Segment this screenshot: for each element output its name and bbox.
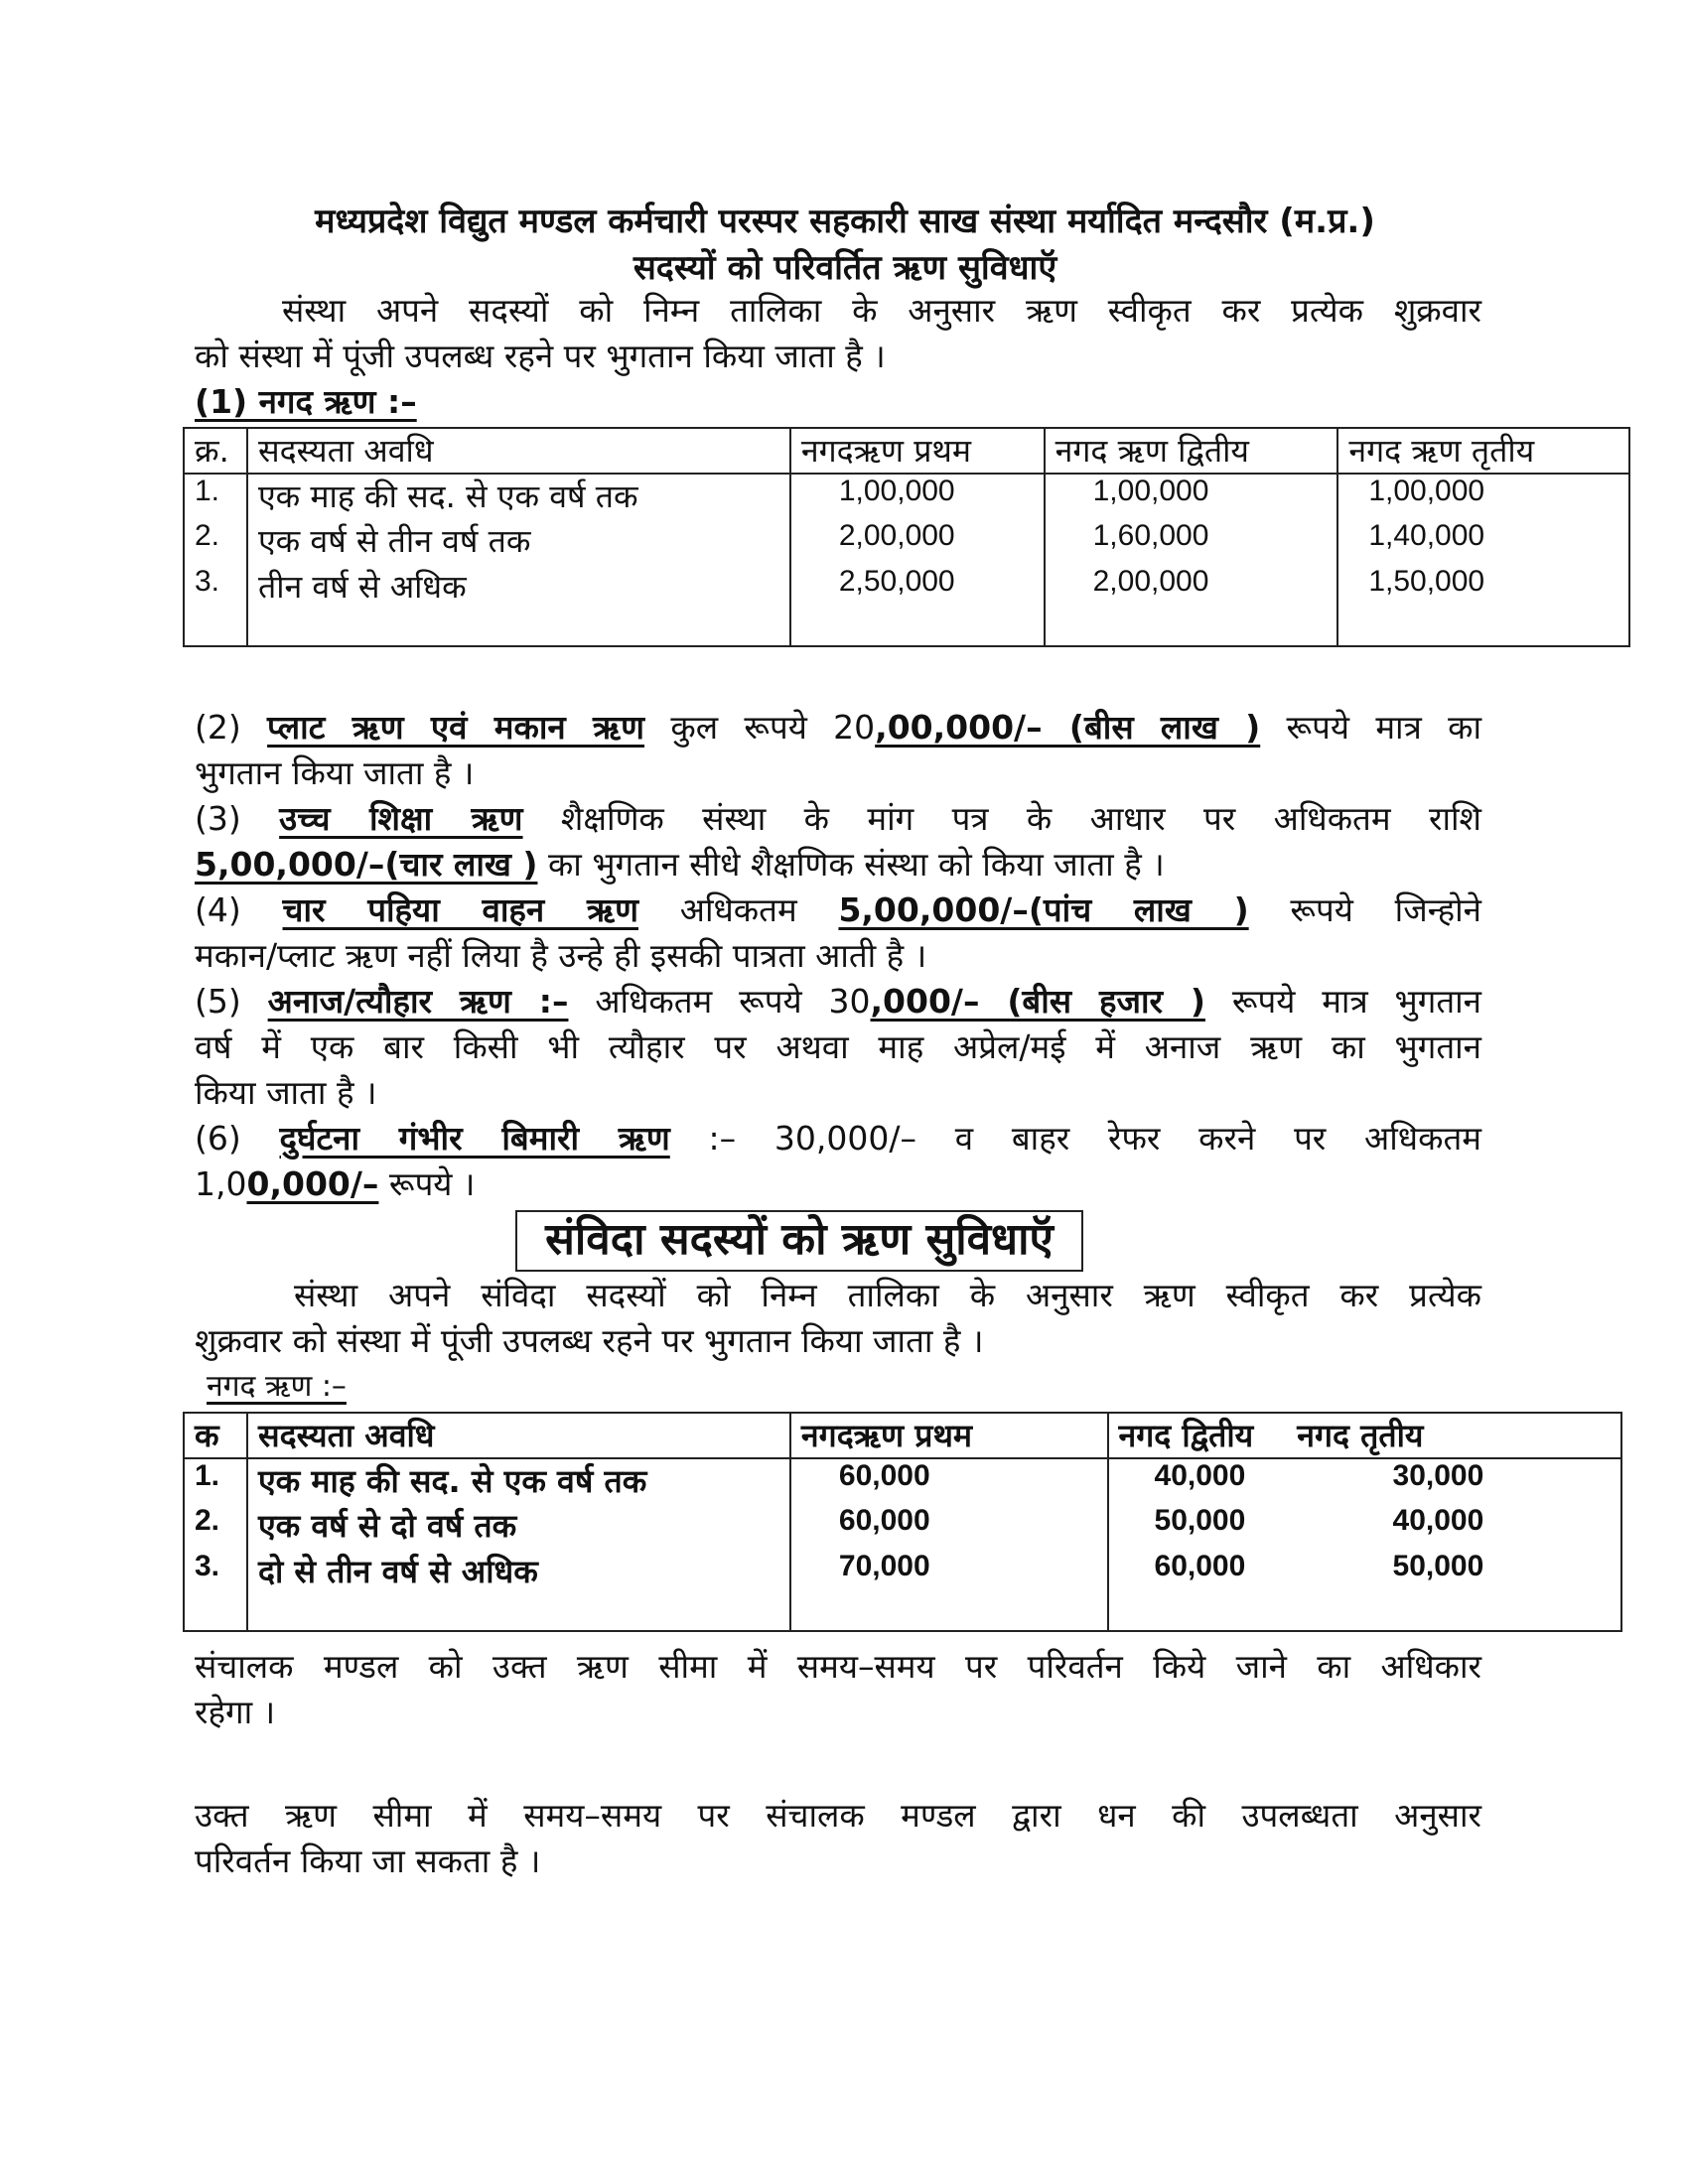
festival-loan-text-end: रूपये मात्र भुगतान xyxy=(1231,982,1481,1021)
intro-line-2: को संस्था में पूंजी उपलब्ध रहने पर भुगतान किया जाता है । xyxy=(195,337,886,375)
vehicle-loan-text: अधिकतम xyxy=(679,890,797,929)
table-row xyxy=(184,519,1629,565)
column-header-second-loan: नगद ऋण द्वितीय xyxy=(1045,428,1338,474)
plot-loan-amount: ,00,000/– (बीस लाख ) xyxy=(875,708,1261,747)
festival-loan-line xyxy=(195,979,1481,1024)
contract-intro-line-2: शुक्रवार को संस्था में पूंजी उपलब्ध रहने पर भुगतान किया जाता है । xyxy=(195,1321,984,1360)
column-header-second-loan: नगद द्वितीय xyxy=(1118,1417,1254,1454)
cash-loan-table xyxy=(183,427,1630,647)
page-subtitle: सदस्यों को परिवर्तित ऋण सुविधाऍ xyxy=(633,248,1057,288)
table-header-row xyxy=(184,428,1629,474)
cell-period: तीन वर्ष से अधिक xyxy=(247,565,790,646)
festival-loan-amount: ,000/– (बीस हजार ) xyxy=(870,982,1205,1021)
cash-loan-heading: (1) नगद ऋण :– xyxy=(195,382,417,421)
table-row xyxy=(184,1458,1621,1504)
festival-loan-continuation-1: वर्ष में एक बार किसी भी त्यौहार पर अथवा माह अप्रेल/मई में अनाज ऋण का भुगतान xyxy=(195,1027,1481,1066)
section-1-heading xyxy=(195,379,1481,425)
cell-first: 60,000 xyxy=(790,1458,1108,1504)
plot-loan-number: (2) xyxy=(195,708,241,747)
cell-first: 1,00,000 xyxy=(790,474,1045,519)
board-note-line-1: संचालक मण्डल को उक्त ऋण सीमा में समय–समय पर परिवर्तन किये जाने का अधिकार xyxy=(195,1647,1481,1686)
cell-period: एक माह की सद. से एक वर्ष तक xyxy=(247,474,790,519)
contract-intro-line-1: संस्था अपने संविदा सदस्यों को निम्न तालिका के अनुसार ऋण स्वीकृत कर प्रत्येक xyxy=(294,1276,1481,1314)
education-loan-number: (3) xyxy=(195,799,241,838)
cell-period: एक वर्ष से तीन वर्ष तक xyxy=(247,519,790,565)
cell-period: एक वर्ष से दो वर्ष तक xyxy=(247,1504,790,1550)
cell-third: 50,000 xyxy=(1392,1550,1484,1582)
change-note-line-1: उक्त ऋण सीमा में समय–समय पर संचालक मण्डल द्वारा धन की उपलब्धता अनुसार xyxy=(195,1796,1481,1835)
vehicle-loan-text-end: रूपये जिन्होने xyxy=(1290,890,1481,929)
cell-third: 30,000 xyxy=(1392,1459,1484,1492)
table-row xyxy=(184,474,1629,519)
organization-title: मध्यप्रदेश विद्युत मण्डल कर्मचारी परस्पर सहकारी साख संस्था मर्यादित मन्दसौर (म.प्र.) xyxy=(315,202,1375,241)
vehicle-loan-continuation: मकान/प्लाट ऋण नहीं लिया है उन्हे ही इसकी पात्रता आती है । xyxy=(195,936,927,975)
cell-serial: 1. xyxy=(184,1458,247,1504)
medical-loan-amount-prefix: 1,0 xyxy=(195,1164,247,1203)
plot-loan-name: प्लाट ऋण एवं मकान ऋण xyxy=(267,708,645,747)
plot-loan-line xyxy=(195,705,1481,751)
festival-loan-name: अनाज/त्यौहार ऋण :– xyxy=(267,982,569,1021)
cell-serial: 1. xyxy=(184,474,247,519)
cell-second: 40,000 xyxy=(1154,1459,1246,1492)
cell-serial: 3. xyxy=(184,565,247,646)
cell-first: 70,000 xyxy=(790,1550,1108,1631)
festival-loan-continuation-2: किया जाता है । xyxy=(195,1073,377,1112)
column-header-first-loan: नगदऋण प्रथम xyxy=(790,1413,1108,1458)
festival-loan-number: (5) xyxy=(195,982,241,1021)
cell-third: 1,00,000 xyxy=(1337,474,1629,519)
contract-cash-loan-heading xyxy=(207,1364,1493,1410)
cell-serial: 2. xyxy=(184,519,247,565)
festival-loan-text: अधिकतम रूपये 30 xyxy=(595,982,871,1021)
medical-loan-text-end: रूपये । xyxy=(388,1164,476,1203)
column-header-membership-period: सदस्यता अवधि xyxy=(247,1413,790,1458)
cell-second: 2,00,000 xyxy=(1045,565,1338,646)
education-loan-text-end: का भुगतान सीधे शैक्षणिक संस्था को किया जाता है । xyxy=(547,845,1165,884)
cell-second-third xyxy=(1108,1458,1621,1504)
vehicle-loan-amount: 5,00,000/–(पांच लाख ) xyxy=(838,890,1249,929)
education-loan-continuation xyxy=(195,842,1481,887)
intro-line-1: संस्था अपने सदस्यों को निम्न तालिका के अनुसार ऋण स्वीकृत कर प्रत्येक शुक्रवार xyxy=(282,291,1481,330)
cell-second: 1,00,000 xyxy=(1045,474,1338,519)
plot-loan-text: कुल रूपये 20 xyxy=(670,708,876,747)
cell-serial: 3. xyxy=(184,1550,247,1631)
cell-serial: 2. xyxy=(184,1504,247,1550)
cell-period: एक माह की सद. से एक वर्ष तक xyxy=(247,1458,790,1504)
plot-loan-text-end: रूपये मात्र का xyxy=(1286,708,1481,747)
column-header-serial: क्र. xyxy=(184,428,247,474)
cell-second: 50,000 xyxy=(1154,1504,1246,1537)
cell-second-third xyxy=(1108,1504,1621,1550)
cell-third: 1,40,000 xyxy=(1337,519,1629,565)
education-loan-line xyxy=(195,796,1481,842)
medical-loan-number: (6) xyxy=(195,1119,241,1158)
cell-period: दो से तीन वर्ष से अधिक xyxy=(247,1550,790,1631)
education-loan-text: शैक्षणिक संस्था के मांग पत्र के आधार पर अधिकतम राशि xyxy=(560,799,1481,838)
cell-third: 40,000 xyxy=(1392,1504,1484,1537)
cell-third: 1,50,000 xyxy=(1337,565,1629,646)
column-header-membership-period: सदस्यता अवधि xyxy=(247,428,790,474)
cell-first: 60,000 xyxy=(790,1504,1108,1550)
cell-second: 1,60,000 xyxy=(1045,519,1338,565)
cell-second: 60,000 xyxy=(1154,1550,1246,1582)
education-loan-name: उच्च शिक्षा ऋण xyxy=(279,799,523,838)
medical-loan-name: दुर्घटना गंभीर बिमारी ऋण xyxy=(279,1119,670,1158)
education-loan-amount: 5,00,000/–(चार लाख ) xyxy=(195,845,538,884)
column-header-second-third-loan xyxy=(1108,1413,1621,1458)
column-header-third-loan: नगद ऋण तृतीय xyxy=(1337,428,1629,474)
table-row xyxy=(184,1550,1621,1631)
column-header-serial: क xyxy=(184,1413,247,1458)
table-header-row xyxy=(184,1413,1621,1458)
contract-cash-loan-table xyxy=(183,1412,1622,1632)
column-header-third-loan: नगद तृतीय xyxy=(1297,1417,1424,1454)
table-row xyxy=(184,565,1629,646)
table-row xyxy=(184,1504,1621,1550)
vehicle-loan-line xyxy=(195,887,1481,933)
medical-loan-amount: 0,000/– xyxy=(246,1164,379,1203)
vehicle-loan-name: चार पहिया वाहन ऋण xyxy=(282,890,638,929)
contract-cash-loan-label: नगद ऋण :– xyxy=(207,1369,347,1404)
plot-loan-continuation: भुगतान किया जाता है । xyxy=(195,753,475,792)
contract-members-heading: संविदा सदस्यों को ऋण सुविधाऍ xyxy=(515,1210,1083,1272)
medical-loan-continuation xyxy=(195,1161,1481,1207)
medical-loan-text: :– 30,000/– व बाहर रेफर करने पर अधिकतम xyxy=(708,1119,1481,1158)
change-note-line-2: परिवर्तन किया जा सकता है । xyxy=(195,1842,541,1880)
vehicle-loan-number: (4) xyxy=(195,890,241,929)
column-header-first-loan: नगदऋण प्रथम xyxy=(790,428,1045,474)
cell-first: 2,00,000 xyxy=(790,519,1045,565)
cell-second-third xyxy=(1108,1550,1621,1631)
cell-first: 2,50,000 xyxy=(790,565,1045,646)
medical-loan-line xyxy=(195,1116,1481,1161)
board-note-line-2: रहेगा । xyxy=(195,1693,276,1731)
